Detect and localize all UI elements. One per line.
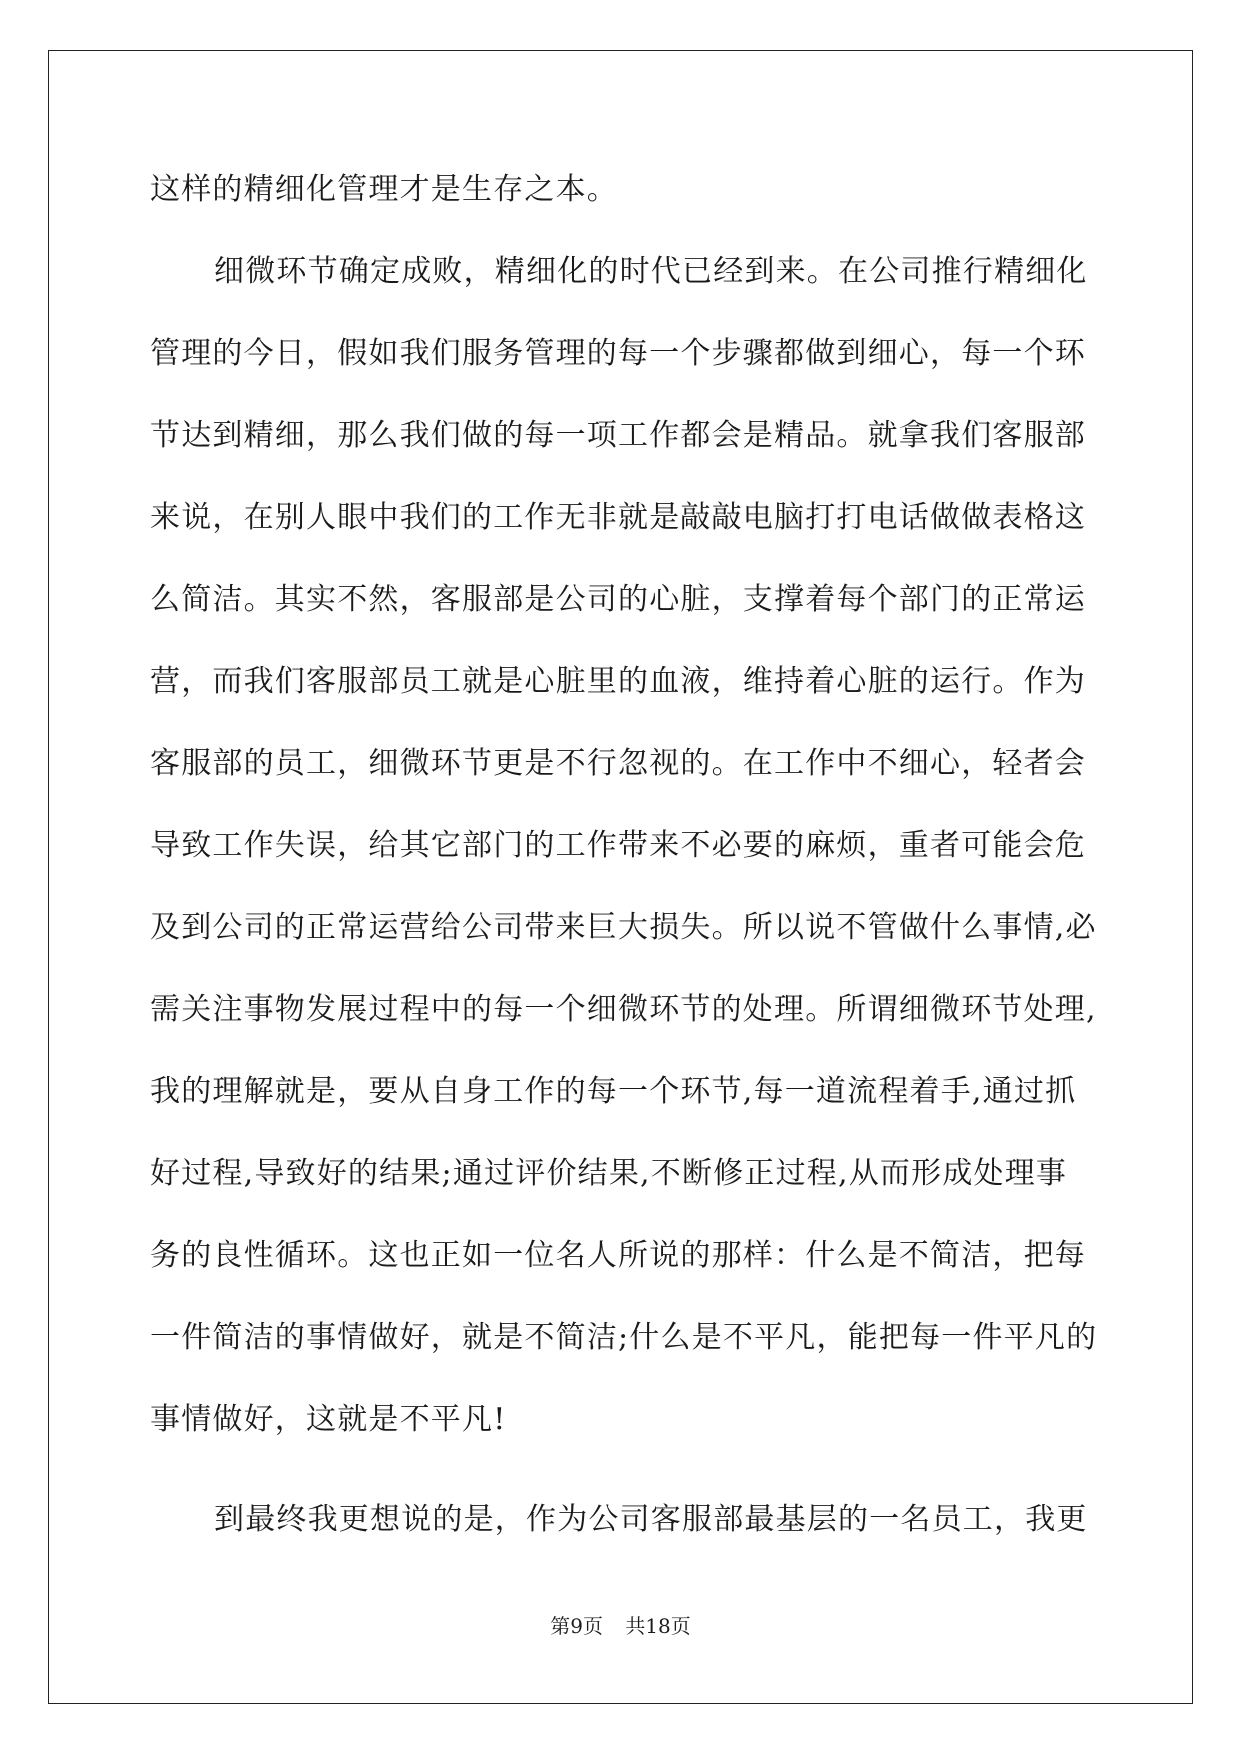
text-line: 需关注事物发展过程中的每一个细微环节的处理。所谓细微环节处理, [150, 992, 1097, 1027]
page-number: 第9页 [550, 1614, 603, 1638]
text-line: 导致工作失误，给其它部门的工作带来不必要的麻烦，重者可能会危 [150, 828, 1086, 863]
text-line: 细微环节确定成败，精细化的时代已经到来。在公司推行精细化 [214, 254, 1088, 289]
document-body [150, 160, 1098, 1572]
text-line: 这样的精细化管理才是生存之本。 [150, 172, 618, 207]
text-line: 一件简洁的事情做好，就是不简洁;什么是不平凡，能把每一件平凡的 [150, 1320, 1098, 1355]
text-line: 客服部的员工，细微环节更是不行忽视的。在工作中不细心，轻者会 [150, 746, 1086, 781]
page-total: 共18页 [625, 1614, 691, 1638]
text-line: 及到公司的正常运营给公司带来巨大损失。所以说不管做什么事情,必 [150, 910, 1097, 945]
text-line: 好过程,导致好的结果;通过评价结果,不断修正过程,从而形成处理事 [150, 1156, 1068, 1191]
text-line: 到最终我更想说的是，作为公司客服部最基层的一名员工，我更 [214, 1502, 1088, 1537]
text-line: 我的理解就是，要从自身工作的每一个环节,每一道流程着手,通过抓 [150, 1074, 1077, 1109]
text-line: 么简洁。其实不然，客服部是公司的心脏，支撑着每个部门的正常运 [150, 582, 1086, 617]
text-line: 节达到精细，那么我们做的每一项工作都会是精品。就拿我们客服部 [150, 418, 1086, 453]
text-line: 营，而我们客服部员工就是心脏里的血液，维持着心脏的运行。作为 [150, 664, 1086, 699]
page-footer [0, 1610, 1241, 1639]
text-line: 事情做好，这就是不平凡! [150, 1402, 507, 1437]
text-line: 来说，在别人眼中我们的工作无非就是敲敲电脑打打电话做做表格这 [150, 500, 1086, 535]
text-line: 管理的今日，假如我们服务管理的每一个步骤都做到细心，每一个环 [150, 336, 1086, 371]
text-line: 务的良性循环。这也正如一位名人所说的那样：什么是不简洁，把每 [150, 1238, 1086, 1273]
